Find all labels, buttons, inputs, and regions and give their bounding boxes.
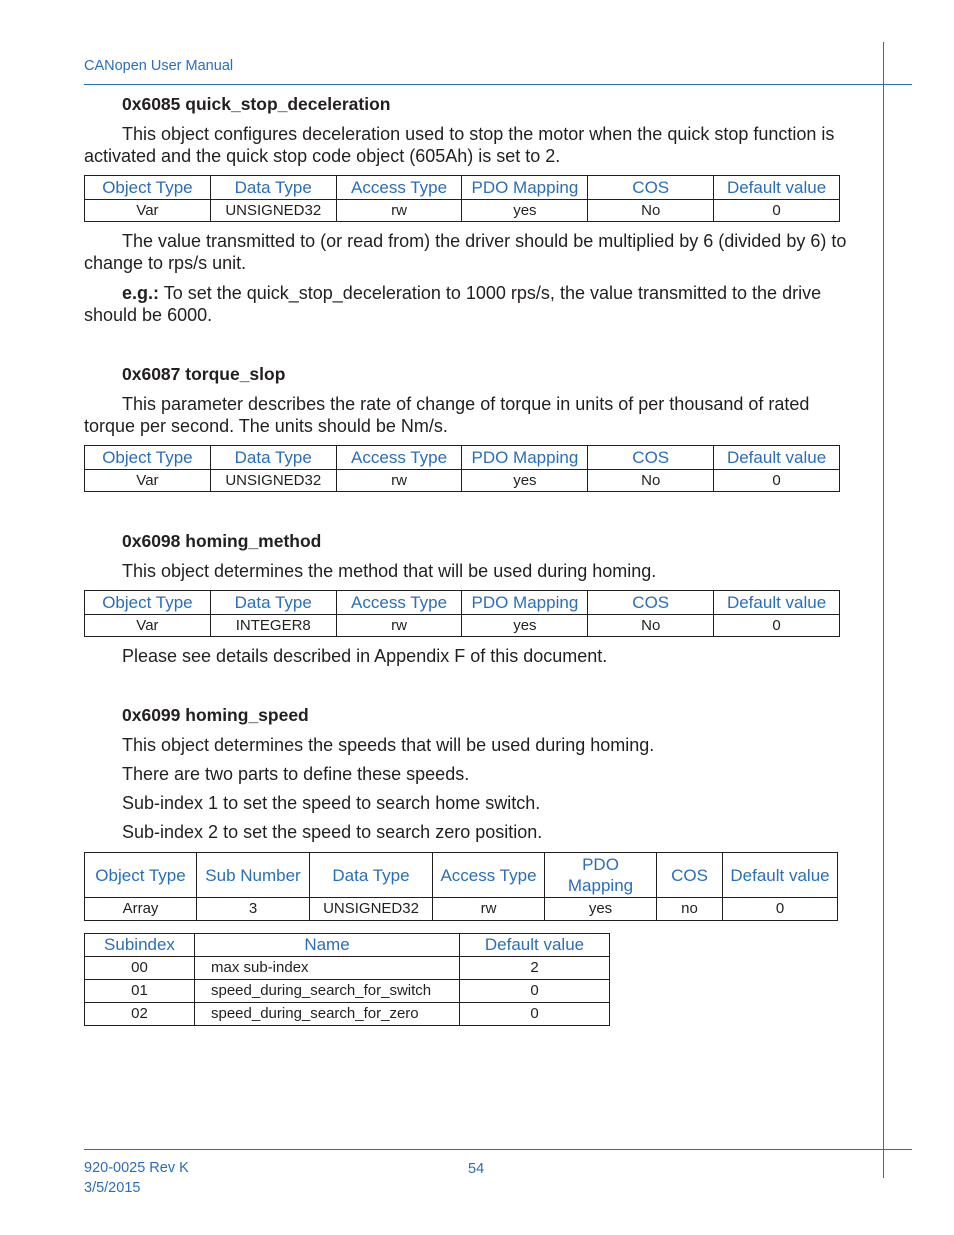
table-header-cell: PDO Mapping [462,176,588,200]
table-cell: yes [462,200,588,222]
table-header-cell: Sub Number [197,853,310,898]
table-header-cell: Default value [714,591,840,615]
table-header-cell: Object Type [85,853,197,898]
table-cell: 0 [723,898,838,921]
table-header-row [85,446,840,470]
table-header-row [85,853,838,898]
table-header-cell: Data Type [210,446,336,470]
table-cell: No [588,470,714,492]
section-line: There are two parts to define these speeds. [122,764,470,784]
object-table-quick-stop-deceleration [84,175,840,222]
table-row [85,1003,610,1026]
table-cell: yes [545,898,657,921]
object-table-homing-method [84,590,840,637]
margin-rule [883,42,884,1178]
table-header-cell: COS [588,446,714,470]
table-header-cell: Object Type [85,446,211,470]
table-header-cell: PDO Mapping [462,446,588,470]
section-paragraph: The value transmitted to (or read from) the driver should be multiplied by 6 (divided by 6) to change to rps/s unit. [84,231,847,273]
footer-rule [84,1149,912,1150]
table-header-cell: Default value [723,853,838,898]
example-paragraph [84,282,864,326]
table-cell: speed_during_search_for_switch [195,980,460,1003]
table-header-cell: Access Type [336,176,462,200]
table-cell: UNSIGNED32 [310,898,433,921]
section-line: Sub-index 2 to set the speed to search zero position. [122,822,543,842]
table-header-cell: Access Type [336,591,462,615]
object-table-torque-slop [84,445,840,492]
page-content [84,93,864,1026]
table-cell: 0 [460,1003,610,1026]
footer-date: 3/5/2015 [84,1180,141,1196]
table-cell: rw [336,470,462,492]
table-row [85,615,840,637]
header-title: CANopen User Manual [84,58,234,74]
table-cell: Array [85,898,197,921]
section-paragraph: Please see details described in Appendix F of this document. [122,646,608,666]
table-row [85,200,840,222]
table-row [85,470,840,492]
table-header-cell: PDO Mapping [545,853,657,898]
table-cell: Var [85,470,211,492]
footer-doc-number: 920-0025 Rev K [84,1160,189,1176]
header-rule [84,84,912,85]
table-row [85,957,610,980]
section-paragraph: This object determines the method that will be used during homing. [122,561,657,581]
section-paragraph: This object configures deceleration used to stop the motor when the quick stop function is activated and the quick stop code object (605Ah) is set to 2. [84,124,835,166]
section-heading-homing-speed: 0x6099 homing_speed [122,705,309,725]
table-cell: 0 [460,980,610,1003]
table-row [85,898,838,921]
table-header-cell: Name [195,934,460,957]
table-cell: max sub-index [195,957,460,980]
table-cell: 2 [460,957,610,980]
table-header-cell: COS [588,591,714,615]
section-paragraph: This parameter describes the rate of change of torque in units of per thousand of rated torque per second. The units should be Nm/s. [84,394,810,436]
table-header-cell: COS [588,176,714,200]
table-cell: 01 [85,980,195,1003]
table-cell: rw [336,615,462,637]
subindex-table-homing-speed [84,933,610,1026]
section-heading-homing-method: 0x6098 homing_method [122,531,322,551]
table-header-row [85,591,840,615]
table-header-cell: PDO Mapping [462,591,588,615]
table-cell: yes [462,615,588,637]
table-header-row [85,934,610,957]
table-header-cell: COS [657,853,723,898]
table-cell: 0 [714,200,840,222]
footer-doc-info [84,1158,189,1198]
table-row [85,980,610,1003]
table-header-cell: Object Type [85,591,211,615]
table-cell: INTEGER8 [210,615,336,637]
table-cell: 0 [714,615,840,637]
object-table-homing-speed [84,852,838,921]
table-cell: 00 [85,957,195,980]
table-cell: rw [433,898,545,921]
example-text: To set the quick_stop_deceleration to 1000 rps/s, the value transmitted to the drive should be 6000. [84,283,822,325]
table-header-cell: Access Type [433,853,545,898]
table-cell: UNSIGNED32 [210,200,336,222]
page-number: 54 [468,1161,485,1177]
section-line: This object determines the speeds that will be used during homing. [122,735,655,755]
table-cell: No [588,615,714,637]
table-cell: Var [85,615,211,637]
table-header-cell: Subindex [85,934,195,957]
table-header-cell: Object Type [85,176,211,200]
table-header-cell: Data Type [310,853,433,898]
table-header-row [85,176,840,200]
table-cell: 3 [197,898,310,921]
section-line: Sub-index 1 to set the speed to search home switch. [122,793,541,813]
table-header-cell: Default value [460,934,610,957]
table-cell: speed_during_search_for_zero [195,1003,460,1026]
section-heading-quick-stop-deceleration: 0x6085 quick_stop_deceleration [122,94,391,114]
table-header-cell: Default value [714,176,840,200]
table-cell: Var [85,200,211,222]
table-header-cell: Data Type [210,591,336,615]
table-header-cell: Access Type [336,446,462,470]
table-header-cell: Default value [714,446,840,470]
table-cell: UNSIGNED32 [210,470,336,492]
table-cell: 02 [85,1003,195,1026]
table-cell: 0 [714,470,840,492]
table-cell: rw [336,200,462,222]
table-header-cell: Data Type [210,176,336,200]
table-cell: no [657,898,723,921]
table-cell: yes [462,470,588,492]
table-cell: No [588,200,714,222]
section-heading-torque-slop: 0x6087 torque_slop [122,364,286,384]
example-label: e.g.: [122,283,160,303]
